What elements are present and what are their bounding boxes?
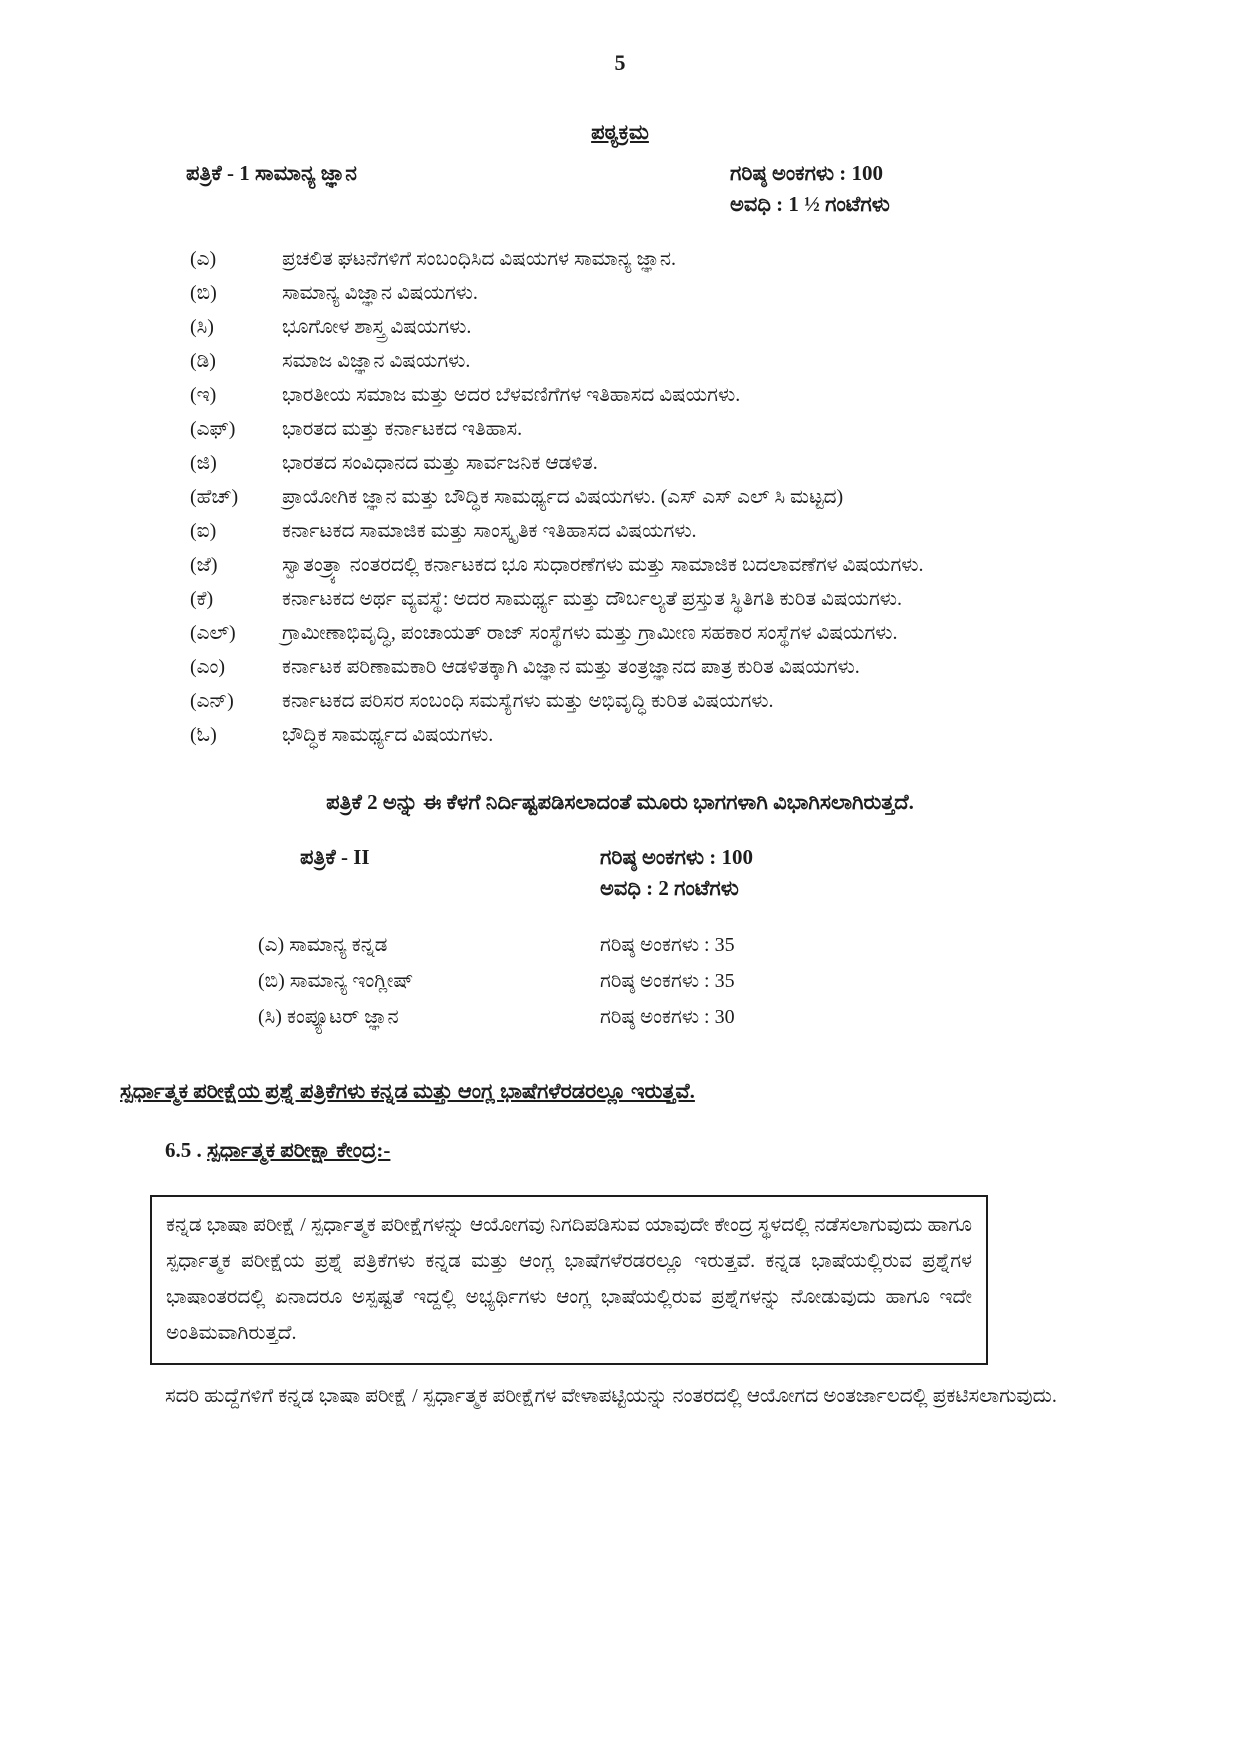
paper2-max-marks: ಗರಿಷ್ಠ ಅಂಕಗಳು : 100 — [600, 845, 754, 869]
item-text: ಪ್ರಚಲಿತ ಘಟನೆಗಳಿಗೆ ಸಂಬಂಧಿಸಿದ ವಿಷಯಗಳ ಸಾಮಾನ್ಯ ಜ್ಞಾನ. — [282, 248, 677, 270]
item-text: ಕರ್ನಾಟಕ ಪರಿಣಾಮಕಾರಿ ಆಡಳಿತಕ್ಕಾಗಿ ವಿಜ್ಞಾನ ಮತ್ತು ತಂತ್ರಜ್ಞಾನದ ಪಾತ್ರ ಕುರಿತ ವಿಷಯಗಳು. — [282, 656, 860, 678]
item-label: (ಇ) — [190, 384, 217, 406]
paper2-duration: ಅವಧಿ : 2 ಗಂಟೆಗಳು — [600, 876, 739, 900]
paper1-header — [120, 161, 1120, 186]
syllabus-item — [190, 379, 1120, 412]
item-text: ಗ್ರಾಮೀಣಾಭಿವೃದ್ಧಿ, ಪಂಚಾಯತ್ ರಾಜ್ ಸಂಸ್ಥೆಗಳು ಮತ್ತು ಗ್ರಾಮೀಣ ಸಹಕಾರ ಸಂಸ್ಥೆಗಳ ವಿಷಯಗಳು. — [282, 622, 898, 644]
paper2-part-row — [258, 927, 1120, 963]
document-title: ಪಠ್ಯಕ್ರಮ — [591, 120, 649, 144]
paper1-max-marks: ಗರಿಷ್ಠ ಅಂಕಗಳು : 100 — [730, 161, 884, 185]
syllabus-item — [190, 311, 1120, 344]
syllabus-item — [190, 549, 1120, 582]
paper2-part-row — [258, 963, 1120, 999]
paper2-parts — [258, 927, 1120, 1035]
item-label: (ಓ) — [190, 724, 217, 746]
item-text: ಭಾರತದ ಮತ್ತು ಕರ್ನಾಟಕದ ಇತಿಹಾಸ. — [282, 418, 523, 440]
part-label: (ಬಿ) ಸಾಮಾನ್ಯ ಇಂಗ್ಲೀಷ್ — [258, 970, 414, 992]
syllabus-item — [190, 481, 1120, 514]
paper2-name: ಪತ್ರಿಕೆ - II — [300, 845, 370, 869]
part-marks: ಗರಿಷ್ಠ ಅಂಕಗಳು : 35 — [600, 970, 735, 992]
item-label: (ಎಂ) — [190, 656, 226, 678]
part-marks: ಗರಿಷ್ಠ ಅಂಕಗಳು : 35 — [600, 934, 735, 956]
syllabus-item — [190, 277, 1120, 310]
item-label: (ಎನ್) — [190, 690, 234, 712]
item-label: (ಜೆ) — [190, 554, 218, 576]
exam-centre-note-box — [150, 1195, 988, 1365]
paper1-syllabus-list — [190, 243, 1120, 752]
item-text: ಭಾರತೀಯ ಸಮಾಜ ಮತ್ತು ಅದರ ಬೆಳವಣಿಗೆಗಳ ಇತಿಹಾಸದ ವಿಷಯಗಳು. — [282, 384, 741, 406]
item-text: ಕರ್ನಾಟಕದ ಅರ್ಥ ವ್ಯವಸ್ಥೆ: ಅದರ ಸಾಮರ್ಥ್ಯ ಮತ್ತು ದೌರ್ಬಲ್ಯತೆ ಪ್ರಸ್ತುತ ಸ್ಥಿತಿಗತಿ ಕುರಿತ ವಿಷಯಗಳು. — [282, 588, 903, 610]
item-text: ಭೌದ್ಧಿಕ ಸಾಮರ್ಥ್ಯದ ವಿಷಯಗಳು. — [282, 724, 494, 746]
syllabus-item — [190, 243, 1120, 276]
item-label: (ಎ) — [190, 248, 217, 270]
item-label: (ಎಫ್) — [190, 418, 236, 440]
item-label: (ಹೆಚ್) — [190, 486, 239, 508]
paper1-name: ಪತ್ರಿಕೆ - 1 ಸಾಮಾನ್ಯ ಜ್ಞಾನ — [186, 161, 357, 185]
paper1-duration: ಅವಧಿ : 1 ½ ಗಂಟೆಗಳು — [730, 192, 890, 216]
section-heading: ಸ್ಪರ್ಧಾತ್ಮಕ ಪರೀಕ್ಷಾ ಕೇಂದ್ರ:- — [207, 1138, 391, 1162]
bilingual-statement: ಸ್ಪರ್ಧಾತ್ಮಕ ಪರೀಕ್ಷೆಯ ಪ್ರಶ್ನೆ ಪತ್ರಿಕೆಗಳು ಕನ್ನಡ ಮತ್ತು ಆಂಗ್ಲ ಭಾಷೆಗಳೆರಡರಲ್ಲೂ ಇರುತ್ತವೆ. — [120, 1079, 695, 1103]
page-number: 5 — [614, 50, 626, 75]
item-label: (ಬಿ) — [190, 282, 217, 304]
syllabus-item — [190, 685, 1120, 718]
item-label: (ಡಿ) — [190, 350, 216, 372]
syllabus-item — [190, 413, 1120, 446]
item-text: ಸಾಮಾನ್ಯ ವಿಜ್ಞಾನ ವಿಷಯಗಳು. — [282, 282, 478, 304]
item-text: ಸಮಾಜ ವಿಜ್ಞಾನ ವಿಷಯಗಳು. — [282, 350, 471, 372]
item-text: ಭಾರತದ ಸಂವಿಧಾನದ ಮತ್ತು ಸಾರ್ವಜನಿಕ ಆಡಳಿತ. — [282, 452, 598, 474]
paper2-block — [120, 845, 1120, 1035]
syllabus-item — [190, 345, 1120, 378]
part-label: (ಎ) ಸಾಮಾನ್ಯ ಕನ್ನಡ — [258, 934, 388, 956]
paper2-part-row — [258, 999, 1120, 1035]
paper1-duration-row — [120, 192, 1120, 217]
item-label: (ಕೆ) — [190, 588, 214, 610]
item-label: (ಐ) — [190, 520, 217, 542]
item-text: ಕರ್ನಾಟಕದ ಸಾಮಾಜಿಕ ಮತ್ತು ಸಾಂಸ್ಕೃತಿಕ ಇತಿಹಾಸದ ವಿಷಯಗಳು. — [282, 520, 697, 542]
closing-note: ಸದರಿ ಹುದ್ದೆಗಳಿಗೆ ಕನ್ನಡ ಭಾಷಾ ಪರೀಕ್ಷೆ / ಸ್ಪರ್ಧಾತ್ಮಕ ಪರೀಕ್ಷೆಗಳ ವೇಳಾಪಟ್ಟಿಯನ್ನು ನಂತರದಲ್ಲಿ ಆಯೋಗದ ಅಂತರ್ಜಾಲದಲ್ಲಿ ಪ್ರಕಟಿಸಲಾಗುವುದು. — [165, 1385, 1057, 1407]
exam-centre-note: ಕನ್ನಡ ಭಾಷಾ ಪರೀಕ್ಷೆ / ಸ್ಪರ್ಧಾತ್ಮಕ ಪರೀಕ್ಷೆಗಳನ್ನು ಆಯೋಗವು ನಿಗದಿಪಡಿಸುವ ಯಾವುದೇ ಕೇಂದ್ರ ಸ್ಥಳದಲ್ಲಿ ನಡೆಸಲಾಗುವುದು ಹಾಗೂ ಸ್ಪರ್ಧಾತ್ಮಕ ಪರೀಕ್ಷೆಯ ಪ್ರಶ್ನೆ ಪತ್ರಿಕೆಗಳು ಕನ್ನಡ ಮತ್ತು ಆಂಗ್ಲ ಭಾಷೆಗಳೆರಡರಲ್ಲೂ ಇರುತ್ತವೆ. ಕನ್ನಡ ಭಾಷೆಯಲ್ಲಿರುವ ಪ್ರಶ್ನೆಗಳ ಭಾಷಾಂತರದಲ್ಲಿ ಏನಾದರೂ ಅಸ್ಪಷ್ಟತೆ ಇದ್ದಲ್ಲಿ ಅಭ್ಯರ್ಥಿಗಳು ಆಂಗ್ಲ ಭಾಷೆಯಲ್ಲಿರುವ ಪ್ರಶ್ನೆಗಳನ್ನು ನೋಡುವುದು ಹಾಗೂ ಇದೇ ಅಂತಿಮವಾಗಿರುತ್ತದೆ. — [166, 1214, 972, 1344]
syllabus-item — [190, 583, 1120, 616]
syllabus-item — [190, 617, 1120, 650]
item-text: ಸ್ವಾತಂತ್ರ್ಯಾ ನಂತರದಲ್ಲಿ ಕರ್ನಾಟಕದ ಭೂ ಸುಧಾರಣೆಗಳು ಮತ್ತು ಸಾಮಾಜಿಕ ಬದಲಾವಣೆಗಳ ವಿಷಯಗಳು. — [282, 554, 924, 576]
paper2-intro: ಪತ್ರಿಕೆ 2 ಅನ್ನು ಈ ಕೆಳಗೆ ನಿರ್ದಿಷ್ಟಪಡಿಸಲಾದಂತೆ ಮೂರು ಭಾಗಗಳಾಗಿ ವಿಭಾಗಿಸಲಾಗಿರುತ್ತದೆ. — [326, 790, 914, 814]
section-65-heading-row — [165, 1138, 1120, 1163]
item-text: ಕರ್ನಾಟಕದ ಪರಿಸರ ಸಂಬಂಧಿ ಸಮಸ್ಯೆಗಳು ಮತ್ತು ಅಭಿವೃದ್ಧಿ ಕುರಿತ ವಿಷಯಗಳು. — [282, 690, 774, 712]
item-label: (ಜಿ) — [190, 452, 217, 474]
syllabus-item — [190, 515, 1120, 548]
syllabus-item — [190, 719, 1120, 752]
syllabus-item — [190, 447, 1120, 480]
section-number: 6.5 . — [165, 1138, 202, 1162]
part-label: (ಸಿ) ಕಂಪ್ಯೂಟರ್ ಜ್ಞಾನ — [258, 1006, 399, 1028]
item-text: ಭೂಗೋಳ ಶಾಸ್ತ್ರ ವಿಷಯಗಳು. — [282, 316, 472, 338]
item-text: ಪ್ರಾಯೋಗಿಕ ಜ್ಞಾನ ಮತ್ತು ಬೌದ್ಧಿಕ ಸಾಮರ್ಥ್ಯದ ವಿಷಯಗಳು. (ಎಸ್ ಎಸ್ ಎಲ್ ಸಿ ಮಟ್ಟದ) — [282, 486, 844, 508]
item-label: (ಸಿ) — [190, 316, 214, 338]
paper2-duration-row — [600, 876, 1120, 901]
item-label: (ಎಲ್) — [190, 622, 236, 644]
part-marks: ಗರಿಷ್ಠ ಅಂಕಗಳು : 30 — [600, 1006, 735, 1028]
paper2-header — [300, 845, 1120, 870]
syllabus-item — [190, 651, 1120, 684]
